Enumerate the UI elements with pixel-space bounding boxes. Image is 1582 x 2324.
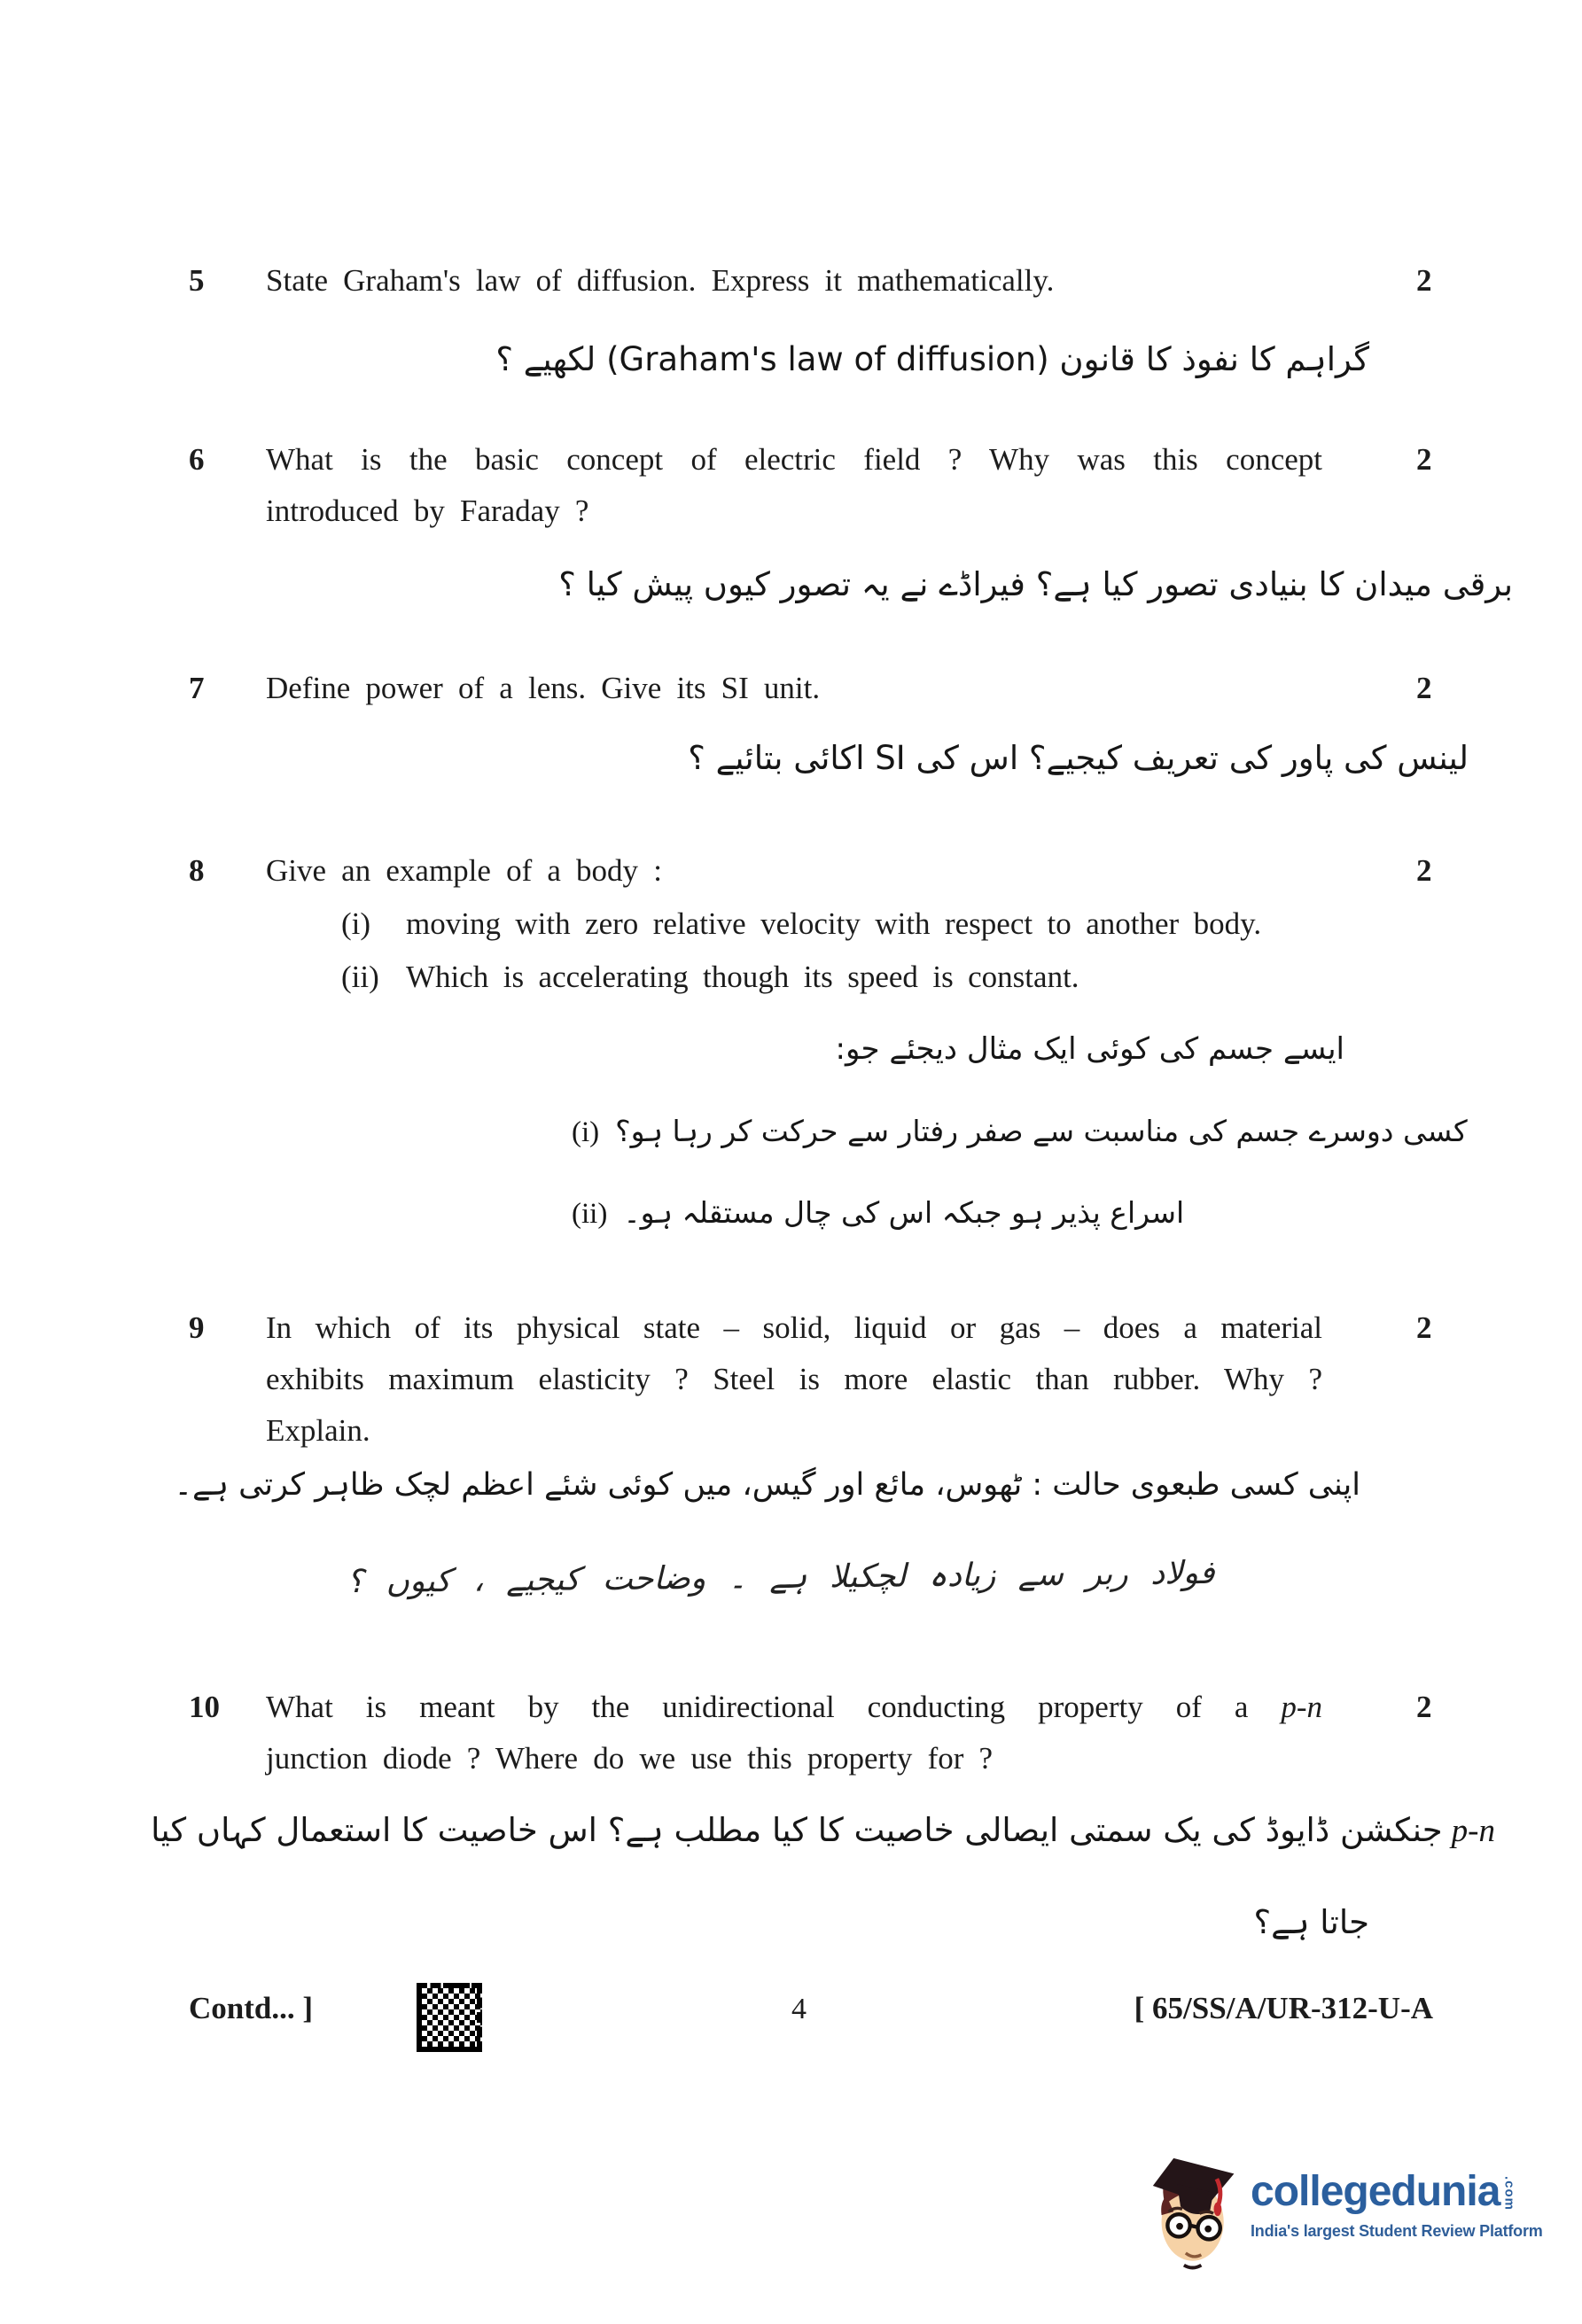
question-8-urdu-item2-label: (ii) [572, 1198, 608, 1230]
question-9-urdu-handwritten-note: فولاد ربر سے زیادہ لچکیلا ہے ۔ وضاحت کیجیے ، کیوں ؟ [346, 1554, 1215, 1601]
collegedunia-logo [1148, 2132, 1571, 2318]
footer-contd-label: Contd... ] [189, 1991, 314, 2025]
question-8-urdu-item2 [572, 1194, 1184, 1233]
question-8-item1-label: (i) [341, 906, 371, 941]
datamatrix-barcode [417, 1983, 482, 2052]
question-5-text: State Graham's law of diffusion. Express it mathematically. [266, 263, 1055, 298]
question-9-text-line1: In which of its physical state – solid, liquid or gas – does a material [266, 1310, 1322, 1345]
collegedunia-tagline: India's largest Student Review Platform [1251, 2222, 1543, 2240]
question-6-text-line2: introduced by Faraday ? [266, 494, 589, 528]
question-9-urdu-text: اپنی کسی طبعوی حالت : ٹھوس، مائع اور گیس، میں کوئی شئے اعظم لچک ظاہر کرتی ہے۔ [174, 1467, 1360, 1503]
question-9-marks: 2 [1416, 1310, 1432, 1345]
question-7-urdu-text: لینس کی پاور کی تعریف کیجیے؟ اس کی SI اکائی بتائیے ؟ [688, 739, 1469, 777]
question-8-number: 8 [189, 853, 205, 888]
question-8-urdu-intro: ایسے جسم کی کوئی ایک مثال دیجئے جو: [835, 1031, 1344, 1067]
question-7-number: 7 [189, 671, 205, 705]
question-8-item2-text: Which is accelerating though its speed is constant. [406, 960, 1079, 994]
question-10-text-line2: junction diode ? Where do we use this property for ? [266, 1741, 994, 1776]
question-10-marks: 2 [1416, 1690, 1432, 1724]
collegedunia-mascot-icon [1148, 2135, 1247, 2270]
footer-paper-code: [ 65/SS/A/UR-312-U-A [1134, 1991, 1433, 2025]
question-10-number: 10 [189, 1690, 220, 1724]
question-8-urdu-item1-text: کسی دوسرے جسم کی مناسبت سے صفر رفتار سے حرکت کر رہا ہو؟ [615, 1114, 1468, 1148]
question-5-marks: 2 [1416, 263, 1432, 298]
question-7-marks: 2 [1416, 671, 1432, 705]
question-5-number: 5 [189, 263, 205, 298]
question-8-urdu-item1-label: (i) [572, 1116, 600, 1148]
question-8-text: Give an example of a body : [266, 853, 662, 888]
question-10-pn-term: p-n [1281, 1690, 1322, 1724]
question-7-text: Define power of a lens. Give its SI unit. [266, 671, 821, 705]
question-8-urdu-item1 [572, 1113, 1468, 1152]
question-10-urdu-line1-text: جنکشن ڈایوڈ کی یک سمتی ایصالی خاصیت کا کیا مطلب ہے؟ اس خاصیت کا استعمال کہاں کیا [151, 1811, 1443, 1849]
question-10-text-line1-prefix: What is meant by the unidirectional conducting property of a [266, 1690, 1282, 1724]
question-9-text-line3: Explain. [266, 1413, 370, 1448]
question-6-number: 6 [189, 442, 205, 477]
question-6-urdu-text: برقی میدان کا بنیادی تصور کیا ہے؟ فیراڈے نے یہ تصور کیوں پیش کیا ؟ [558, 565, 1513, 603]
question-10-urdu-pn-term: p-n [1451, 1813, 1495, 1849]
question-6-text-line1: What is the basic concept of electric field ? Why was this concept [266, 442, 1322, 477]
question-10-urdu-line1 [151, 1809, 1504, 1853]
question-10-urdu-line2: جاتا ہے؟ [1253, 1903, 1369, 1941]
question-8-marks: 2 [1416, 853, 1432, 888]
question-10-text-line1 [266, 1689, 1322, 1726]
question-8-urdu-item2-text: اسراع پذیر ہو جبکہ اس کی چال مستقلہ ہو۔ [623, 1195, 1185, 1230]
question-6-marks: 2 [1416, 442, 1432, 477]
question-5-urdu-text: گراہم کا نفوذ کا قانون (Graham's law of diffusion) لکھیے ؟ [495, 340, 1369, 378]
question-9-number: 9 [189, 1310, 205, 1345]
collegedunia-logo-text-block [1251, 2168, 1543, 2241]
collegedunia-brand-row [1251, 2168, 1543, 2215]
footer-page-number: 4 [791, 1993, 807, 2025]
question-8-item2-label: (ii) [341, 960, 379, 994]
question-9-text-line2: exhibits maximum elasticity ? Steel is more elastic than rubber. Why ? [266, 1362, 1322, 1396]
question-8-item1-text: moving with zero relative velocity with respect to another body. [406, 906, 1262, 941]
collegedunia-brand-tld: .com [1501, 2176, 1517, 2211]
collegedunia-brand-name: collegedunia [1251, 2168, 1500, 2215]
